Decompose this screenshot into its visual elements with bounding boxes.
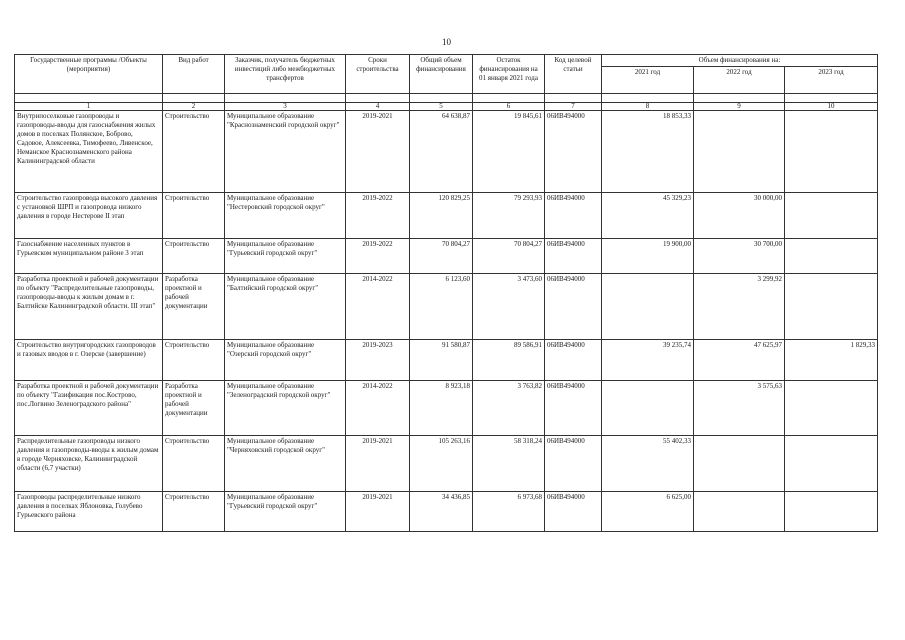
cell-code: 06ИВ494000 [545, 239, 602, 274]
table-row [15, 274, 878, 340]
table-row [15, 340, 878, 381]
cell-2021 [602, 274, 694, 340]
cell-customer: Муниципальное образование "Гурьевский городской округ" [225, 239, 346, 274]
cell-customer: Муниципальное образование "Зеленоградский городской округ" [225, 381, 346, 436]
cell-total: 34 436,85 [410, 492, 473, 532]
header-remaining: Остаток финансирования на 01 января 2021 года [473, 55, 545, 94]
cell-total: 120 829,25 [410, 193, 473, 239]
cell-remaining: 3 473,60 [473, 274, 545, 340]
cell-code: 06ИВ494000 [545, 193, 602, 239]
header-2023: 2023 год [785, 67, 878, 94]
cell-remaining: 58 318,24 [473, 436, 545, 492]
cell-2022 [694, 111, 785, 193]
cell-2022: 30 700,00 [694, 239, 785, 274]
cell-2021: 45 329,23 [602, 193, 694, 239]
cell-work-type: Строительство [163, 436, 225, 492]
cell-customer: Муниципальное образование "Гурьевский городской округ" [225, 492, 346, 532]
cell-work-type: Строительство [163, 492, 225, 532]
cell-2021: 6 625,00 [602, 492, 694, 532]
cell-2022: 47 625,97 [694, 340, 785, 381]
column-number: 9 [694, 103, 785, 111]
column-number-row [15, 103, 878, 111]
header-program: Государственные программы /Объекты (мероприятия) [15, 55, 163, 94]
cell-period: 2014-2022 [346, 274, 410, 340]
cell-total: 70 804,27 [410, 239, 473, 274]
cell-code: 06ИВ494000 [545, 340, 602, 381]
cell-program: Газоснабжение населенных пунктов в Гурьевском муниципальном районе 3 этап [15, 239, 163, 274]
page-number: 10 [442, 37, 451, 47]
cell-work-type: Строительство [163, 111, 225, 193]
header-work-type: Вид работ [163, 55, 225, 94]
cell-2022: 30 000,00 [694, 193, 785, 239]
cell-period: 2014-2022 [346, 381, 410, 436]
table-row [15, 436, 878, 492]
cell-remaining: 3 763,82 [473, 381, 545, 436]
cell-total: 6 123,60 [410, 274, 473, 340]
header-funding: Объем финансирования на: [602, 55, 878, 67]
header-gap [15, 94, 878, 103]
cell-2023 [785, 239, 878, 274]
cell-total: 91 580,87 [410, 340, 473, 381]
cell-program: Внутрипоселковые газопроводы и газопроводы-вводы для газоснабжения жилых домов в поселках Полянское, Боброво, Садовое, Алексеевка, Тимофеево, Ливенское, Неманское Краснознаменского района Калининградской области [15, 111, 163, 193]
cell-period: 2019-2021 [346, 436, 410, 492]
cell-work-type: Строительство [163, 193, 225, 239]
cell-program: Строительство газопровода высокого давления с установкой ШРП и газопровода низкого давления в городе Нестерове II этап [15, 193, 163, 239]
cell-program: Строительство внутригородских газопроводов и газовых вводов в г. Озерске (завершение) [15, 340, 163, 381]
cell-remaining: 79 293,93 [473, 193, 545, 239]
cell-2022: 3 575,63 [694, 381, 785, 436]
cell-customer: Муниципальное образование "Озерский городской округ" [225, 340, 346, 381]
cell-customer: Муниципальное образование "Нестеровский городской округ" [225, 193, 346, 239]
column-number: 5 [410, 103, 473, 111]
column-number: 3 [225, 103, 346, 111]
cell-work-type: Строительство [163, 239, 225, 274]
cell-code: 06ИВ494000 [545, 381, 602, 436]
cell-program: Распределительные газопроводы низкого давления и газопроводы-вводы к жилым домам в городе Черняховске, Калининградской области (6,7 участки) [15, 436, 163, 492]
header-customer: Заказчик, получатель бюджетных инвестиций либо межбюджетных трансфертов [225, 55, 346, 94]
cell-total: 8 923,18 [410, 381, 473, 436]
header-row [15, 55, 878, 67]
column-number: 8 [602, 103, 694, 111]
cell-period: 2019-2021 [346, 492, 410, 532]
header-period: Сроки строительства [346, 55, 410, 94]
cell-remaining: 70 804,27 [473, 239, 545, 274]
cell-period: 2019-2022 [346, 193, 410, 239]
table-row [15, 193, 878, 239]
table-row [15, 111, 878, 193]
cell-2022: 3 299,92 [694, 274, 785, 340]
cell-2021: 55 402,33 [602, 436, 694, 492]
cell-remaining: 89 586,91 [473, 340, 545, 381]
cell-code: 06ИВ494000 [545, 274, 602, 340]
cell-work-type: Строительство [163, 340, 225, 381]
cell-period: 2019-2022 [346, 239, 410, 274]
column-number: 1 [15, 103, 163, 111]
cell-2023 [785, 381, 878, 436]
cell-total: 64 638,87 [410, 111, 473, 193]
header-total: Общий объем финансирования [410, 55, 473, 94]
financing-table [14, 54, 878, 532]
cell-remaining: 6 973,68 [473, 492, 545, 532]
column-number: 10 [785, 103, 878, 111]
cell-code: 06ИВ494000 [545, 492, 602, 532]
cell-2021: 18 853,33 [602, 111, 694, 193]
cell-customer: Муниципальное образование "Черняховский городской округ" [225, 436, 346, 492]
header-2021: 2021 год [602, 67, 694, 94]
header-2022: 2022 год [694, 67, 785, 94]
header-code: Код целевой статьи [545, 55, 602, 94]
cell-2023 [785, 492, 878, 532]
cell-2022 [694, 436, 785, 492]
cell-2021: 39 235,74 [602, 340, 694, 381]
cell-2021: 19 900,00 [602, 239, 694, 274]
cell-2023 [785, 274, 878, 340]
table-row [15, 381, 878, 436]
cell-total: 105 263,16 [410, 436, 473, 492]
cell-work-type: Разработка проектной и рабочей документации [163, 274, 225, 340]
column-number: 6 [473, 103, 545, 111]
cell-2023: 1 829,33 [785, 340, 878, 381]
cell-2023 [785, 111, 878, 193]
cell-program: Разработка проектной и рабочей документации по объекту "Газификация пос.Кострово, пос.Логвино Зеленоградского района" [15, 381, 163, 436]
cell-2023 [785, 436, 878, 492]
cell-2023 [785, 193, 878, 239]
cell-work-type: Разработка проектной и рабочей документации [163, 381, 225, 436]
cell-period: 2019-2023 [346, 340, 410, 381]
cell-program: Разработка проектной и рабочей документации по объекту "Распределительные газопроводы, газопроводы-вводы к жилым домам в г. Балтийске Калининградской области. III этап" [15, 274, 163, 340]
table-row [15, 239, 878, 274]
table-row [15, 492, 878, 532]
cell-code: 06ИВ494000 [545, 111, 602, 193]
cell-2022 [694, 492, 785, 532]
cell-2021 [602, 381, 694, 436]
cell-customer: Муниципальное образование "Балтийский городской округ" [225, 274, 346, 340]
cell-code: 06ИВ494000 [545, 436, 602, 492]
cell-period: 2019-2021 [346, 111, 410, 193]
column-number: 2 [163, 103, 225, 111]
column-number: 7 [545, 103, 602, 111]
cell-remaining: 19 845,61 [473, 111, 545, 193]
column-number: 4 [346, 103, 410, 111]
cell-program: Газопроводы распределительные низкого давления в поселках Яблоновка, Голубево Гурьевского района [15, 492, 163, 532]
cell-customer: Муниципальное образование "Краснознаменский городской округ" [225, 111, 346, 193]
